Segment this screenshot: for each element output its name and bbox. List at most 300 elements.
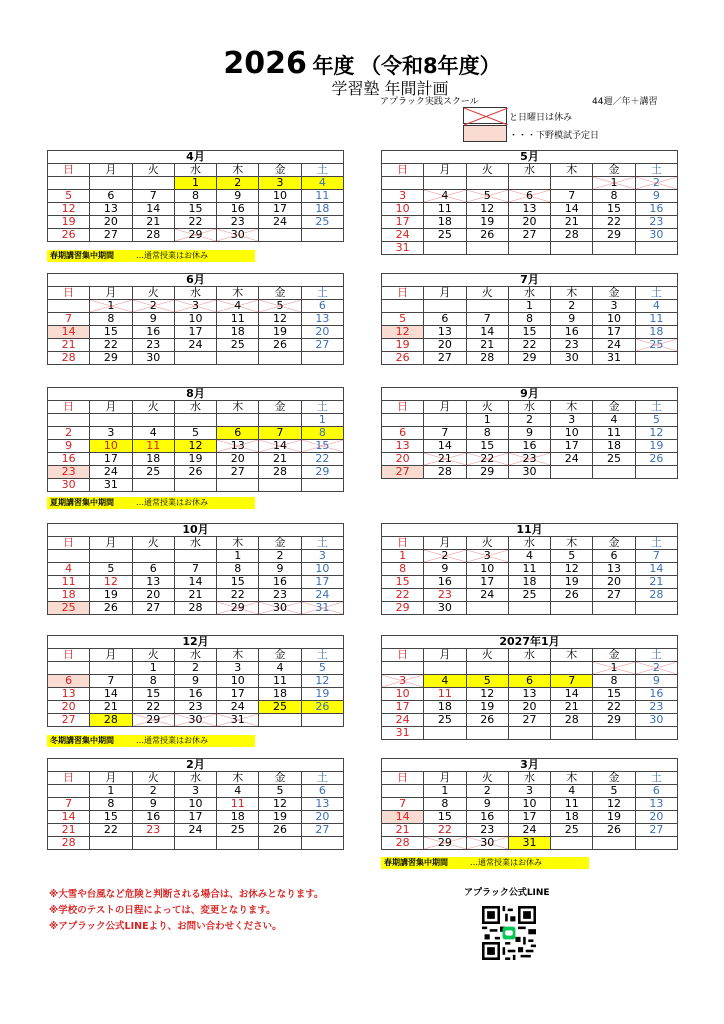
day-cell — [635, 466, 677, 479]
day-cell: 16 — [635, 688, 677, 701]
day-cell: 3 — [508, 785, 550, 798]
day-cell: 27 — [48, 714, 90, 727]
weekday-header: 水 — [508, 772, 550, 785]
note-line: ※アプラック公式LINEより、お問い合わせください。 — [49, 921, 282, 932]
month-calendar — [47, 150, 344, 242]
weekday-header: 金 — [593, 164, 635, 177]
day-cell: 28 — [132, 229, 174, 242]
day-cell: 6 — [48, 675, 90, 688]
day-cell: 1 — [593, 177, 635, 190]
day-cell: 22 — [217, 589, 259, 602]
day-cell: 8 — [466, 427, 508, 440]
day-cell: 30 — [551, 352, 593, 365]
day-cell: 23 — [132, 824, 174, 837]
day-cell: 27 — [301, 339, 343, 352]
day-cell — [259, 837, 301, 850]
day-cell: 29 — [301, 466, 343, 479]
day-cell: 19 — [593, 811, 635, 824]
day-cell: 17 — [90, 453, 132, 466]
day-cell: 19 — [259, 811, 301, 824]
day-cell — [259, 414, 301, 427]
day-cell — [551, 662, 593, 675]
weekday-header: 土 — [301, 772, 343, 785]
day-cell: 10 — [217, 675, 259, 688]
day-cell — [90, 837, 132, 850]
day-cell: 16 — [217, 203, 259, 216]
day-cell: 3 — [217, 662, 259, 675]
day-cell: 25 — [48, 602, 90, 615]
day-cell: 20 — [635, 811, 677, 824]
day-cell — [217, 414, 259, 427]
weekday-header: 金 — [593, 772, 635, 785]
day-cell: 20 — [217, 453, 259, 466]
day-cell: 24 — [301, 589, 343, 602]
day-cell: 6 — [301, 300, 343, 313]
day-cell: 19 — [301, 688, 343, 701]
day-cell — [466, 662, 508, 675]
day-cell: 22 — [466, 453, 508, 466]
day-cell: 17 — [174, 811, 216, 824]
weekday-header: 金 — [259, 649, 301, 662]
day-cell: 21 — [424, 453, 466, 466]
day-cell: 29 — [593, 714, 635, 727]
day-cell: 5 — [259, 300, 301, 313]
day-cell: 13 — [217, 440, 259, 453]
day-cell: 19 — [259, 326, 301, 339]
day-cell: 14 — [551, 688, 593, 701]
day-cell: 5 — [593, 785, 635, 798]
day-cell: 2 — [174, 662, 216, 675]
day-cell: 28 — [259, 466, 301, 479]
day-cell: 5 — [466, 190, 508, 203]
day-cell: 14 — [424, 440, 466, 453]
weekday-header: 水 — [174, 164, 216, 177]
day-cell: 21 — [90, 701, 132, 714]
day-cell: 6 — [217, 427, 259, 440]
day-cell: 28 — [382, 837, 424, 850]
day-cell — [551, 242, 593, 255]
weekday-header: 火 — [132, 537, 174, 550]
day-cell — [174, 479, 216, 492]
day-cell: 8 — [382, 563, 424, 576]
day-cell: 18 — [508, 576, 550, 589]
spring-period-banner: 春期講習集中期間 …通常授業はお休み — [47, 250, 255, 262]
day-cell: 13 — [132, 576, 174, 589]
day-cell — [424, 177, 466, 190]
day-cell: 19 — [466, 701, 508, 714]
month-title: 5月 — [382, 151, 678, 164]
day-cell: 14 — [259, 440, 301, 453]
month-calendar — [381, 523, 678, 615]
month-title: 4月 — [48, 151, 344, 164]
day-cell: 31 — [90, 479, 132, 492]
day-cell — [174, 414, 216, 427]
day-cell: 12 — [259, 313, 301, 326]
day-cell: 2 — [551, 300, 593, 313]
day-cell: 18 — [424, 701, 466, 714]
day-cell — [301, 479, 343, 492]
day-cell: 18 — [259, 688, 301, 701]
day-cell — [90, 414, 132, 427]
day-cell: 26 — [635, 453, 677, 466]
weekday-header: 火 — [466, 537, 508, 550]
day-cell: 2 — [259, 550, 301, 563]
month-title: 12月 — [48, 636, 344, 649]
day-cell: 15 — [424, 811, 466, 824]
day-cell: 9 — [508, 427, 550, 440]
day-cell: 3 — [466, 550, 508, 563]
day-cell — [635, 837, 677, 850]
day-cell: 16 — [466, 811, 508, 824]
weekday-header: 火 — [466, 287, 508, 300]
day-cell: 20 — [424, 339, 466, 352]
day-cell: 4 — [508, 550, 550, 563]
day-cell: 17 — [593, 326, 635, 339]
day-cell — [174, 352, 216, 365]
day-cell: 12 — [382, 326, 424, 339]
day-cell: 14 — [90, 688, 132, 701]
day-cell: 13 — [424, 326, 466, 339]
month-calendar — [47, 758, 344, 850]
day-cell: 4 — [217, 785, 259, 798]
day-cell: 3 — [301, 550, 343, 563]
day-cell: 6 — [90, 190, 132, 203]
weekday-header: 日 — [48, 772, 90, 785]
weekday-header: 日 — [382, 649, 424, 662]
weekday-header: 木 — [217, 401, 259, 414]
day-cell: 16 — [132, 326, 174, 339]
day-cell — [174, 550, 216, 563]
day-cell: 30 — [635, 229, 677, 242]
day-cell: 26 — [301, 701, 343, 714]
day-cell: 31 — [593, 352, 635, 365]
day-cell: 6 — [301, 785, 343, 798]
day-cell: 19 — [466, 216, 508, 229]
day-cell — [466, 242, 508, 255]
day-cell — [551, 837, 593, 850]
day-cell — [635, 242, 677, 255]
day-cell: 10 — [382, 688, 424, 701]
day-cell: 25 — [424, 714, 466, 727]
day-cell: 26 — [382, 352, 424, 365]
weekday-header: 土 — [301, 537, 343, 550]
day-cell: 27 — [508, 229, 550, 242]
day-cell: 4 — [424, 190, 466, 203]
weekday-header: 日 — [48, 287, 90, 300]
day-cell: 13 — [593, 563, 635, 576]
day-cell — [466, 727, 508, 740]
day-cell: 16 — [174, 688, 216, 701]
day-cell — [217, 837, 259, 850]
weekday-header: 水 — [508, 649, 550, 662]
day-cell: 23 — [48, 466, 90, 479]
day-cell: 1 — [466, 414, 508, 427]
weekday-header: 水 — [174, 287, 216, 300]
day-cell: 15 — [301, 440, 343, 453]
day-cell: 3 — [90, 427, 132, 440]
line-qr-code[interactable] — [482, 906, 536, 960]
day-cell: 6 — [132, 563, 174, 576]
weekday-header: 水 — [174, 401, 216, 414]
day-cell: 18 — [593, 440, 635, 453]
day-cell — [90, 550, 132, 563]
day-cell: 4 — [132, 427, 174, 440]
day-cell — [551, 727, 593, 740]
weekday-header: 月 — [90, 164, 132, 177]
month-title: 6月 — [48, 274, 344, 287]
day-cell: 11 — [217, 313, 259, 326]
day-cell: 9 — [259, 563, 301, 576]
day-cell: 16 — [132, 811, 174, 824]
weekday-header: 水 — [508, 287, 550, 300]
day-cell: 3 — [593, 300, 635, 313]
day-cell: 30 — [174, 714, 216, 727]
spring2-period-banner: 春期講習集中期間 …通常授業はお休み — [381, 857, 589, 869]
day-cell: 2 — [635, 662, 677, 675]
day-cell: 24 — [466, 589, 508, 602]
day-cell: 7 — [635, 550, 677, 563]
day-cell: 21 — [466, 339, 508, 352]
page-subtitle: 学習塾 年間計画 — [331, 79, 449, 98]
day-cell: 5 — [48, 190, 90, 203]
day-cell: 17 — [382, 216, 424, 229]
day-cell — [635, 352, 677, 365]
day-cell: 7 — [132, 190, 174, 203]
day-cell: 27 — [217, 466, 259, 479]
day-cell: 2 — [635, 177, 677, 190]
weekday-header: 土 — [635, 287, 677, 300]
day-cell: 23 — [259, 589, 301, 602]
day-cell: 30 — [424, 602, 466, 615]
day-cell: 9 — [48, 440, 90, 453]
day-cell: 22 — [382, 589, 424, 602]
day-cell: 7 — [551, 190, 593, 203]
day-cell: 19 — [382, 339, 424, 352]
day-cell — [508, 242, 550, 255]
day-cell — [301, 229, 343, 242]
weekday-header: 水 — [174, 537, 216, 550]
day-cell: 27 — [508, 714, 550, 727]
day-cell: 1 — [508, 300, 550, 313]
day-cell — [259, 479, 301, 492]
day-cell: 11 — [301, 190, 343, 203]
day-cell: 26 — [593, 824, 635, 837]
weekday-header: 月 — [424, 649, 466, 662]
day-cell: 17 — [466, 576, 508, 589]
weekday-header: 月 — [90, 772, 132, 785]
day-cell: 21 — [132, 216, 174, 229]
school-name: アプラック実践スクール — [380, 97, 479, 107]
day-cell: 1 — [301, 414, 343, 427]
day-cell — [593, 837, 635, 850]
day-cell: 16 — [635, 203, 677, 216]
day-cell: 2 — [132, 300, 174, 313]
day-cell: 8 — [174, 190, 216, 203]
day-cell: 21 — [551, 216, 593, 229]
day-cell: 31 — [301, 602, 343, 615]
day-cell: 14 — [466, 326, 508, 339]
day-cell: 9 — [132, 313, 174, 326]
day-cell: 12 — [635, 427, 677, 440]
weekday-header: 土 — [301, 287, 343, 300]
day-cell — [259, 229, 301, 242]
day-cell: 18 — [551, 811, 593, 824]
day-cell: 15 — [508, 326, 550, 339]
day-cell: 24 — [382, 229, 424, 242]
day-cell: 29 — [90, 352, 132, 365]
day-cell: 12 — [466, 203, 508, 216]
day-cell — [424, 727, 466, 740]
day-cell: 5 — [551, 550, 593, 563]
day-cell: 22 — [593, 701, 635, 714]
day-cell: 7 — [174, 563, 216, 576]
day-cell: 5 — [259, 785, 301, 798]
day-cell: 12 — [551, 563, 593, 576]
day-cell — [90, 177, 132, 190]
day-cell — [132, 479, 174, 492]
day-cell — [466, 177, 508, 190]
day-cell — [132, 837, 174, 850]
cross-mark-icon — [463, 107, 507, 124]
day-cell: 29 — [466, 466, 508, 479]
weekday-header: 水 — [508, 537, 550, 550]
month-calendar — [381, 387, 678, 479]
day-cell: 21 — [259, 453, 301, 466]
day-cell: 13 — [301, 313, 343, 326]
day-cell: 12 — [301, 675, 343, 688]
weekday-header: 土 — [635, 401, 677, 414]
weekday-header: 水 — [174, 772, 216, 785]
day-cell: 5 — [466, 675, 508, 688]
day-cell — [48, 414, 90, 427]
day-cell: 5 — [635, 414, 677, 427]
day-cell: 31 — [508, 837, 550, 850]
day-cell: 27 — [301, 824, 343, 837]
day-cell — [301, 714, 343, 727]
day-cell: 4 — [551, 785, 593, 798]
day-cell: 30 — [48, 479, 90, 492]
weekday-header: 土 — [301, 164, 343, 177]
weekday-header: 火 — [466, 401, 508, 414]
day-cell: 4 — [259, 662, 301, 675]
day-cell: 14 — [174, 576, 216, 589]
day-cell: 8 — [301, 427, 343, 440]
day-cell: 13 — [508, 688, 550, 701]
weekday-header: 金 — [593, 287, 635, 300]
day-cell: 28 — [551, 714, 593, 727]
day-cell: 13 — [48, 688, 90, 701]
weekday-header: 土 — [635, 772, 677, 785]
day-cell: 13 — [382, 440, 424, 453]
day-cell: 20 — [301, 326, 343, 339]
day-cell: 20 — [508, 701, 550, 714]
day-cell: 30 — [217, 229, 259, 242]
weekday-header: 金 — [259, 287, 301, 300]
day-cell: 27 — [90, 229, 132, 242]
weekday-header: 木 — [551, 649, 593, 662]
day-cell: 22 — [593, 216, 635, 229]
weekday-header: 日 — [48, 537, 90, 550]
day-cell — [48, 300, 90, 313]
weekday-header: 木 — [217, 649, 259, 662]
day-cell: 30 — [635, 714, 677, 727]
day-cell: 31 — [382, 727, 424, 740]
day-cell: 3 — [382, 675, 424, 688]
day-cell: 11 — [424, 203, 466, 216]
day-cell — [593, 602, 635, 615]
day-cell: 10 — [551, 427, 593, 440]
day-cell: 20 — [593, 576, 635, 589]
weekday-header: 日 — [382, 772, 424, 785]
weekday-header: 木 — [551, 537, 593, 550]
summer-period-banner: 夏期講習集中期間 …通常授業はお休み — [47, 497, 255, 509]
day-cell: 17 — [174, 326, 216, 339]
day-cell: 26 — [48, 229, 90, 242]
day-cell: 29 — [174, 229, 216, 242]
day-cell: 18 — [217, 326, 259, 339]
weekday-header: 火 — [132, 772, 174, 785]
day-cell: 1 — [424, 785, 466, 798]
day-cell: 25 — [217, 339, 259, 352]
note-line: ※大雪や台風など危険と判断される場合は、お休みとなります。 — [49, 889, 324, 900]
day-cell: 14 — [132, 203, 174, 216]
day-cell: 20 — [382, 453, 424, 466]
day-cell: 26 — [259, 824, 301, 837]
day-cell: 1 — [174, 177, 216, 190]
day-cell: 30 — [132, 352, 174, 365]
day-cell: 5 — [382, 313, 424, 326]
day-cell: 24 — [382, 714, 424, 727]
day-cell: 18 — [301, 203, 343, 216]
weekday-header: 木 — [551, 164, 593, 177]
day-cell: 6 — [635, 785, 677, 798]
day-cell: 25 — [508, 589, 550, 602]
weekday-header: 水 — [174, 649, 216, 662]
month-title: 8月 — [48, 388, 344, 401]
day-cell: 1 — [382, 550, 424, 563]
month-calendar — [381, 150, 678, 255]
weekday-header: 日 — [382, 537, 424, 550]
day-cell: 9 — [466, 798, 508, 811]
day-cell: 4 — [635, 300, 677, 313]
notes — [49, 887, 323, 935]
day-cell: 23 — [635, 701, 677, 714]
day-cell: 6 — [508, 675, 550, 688]
day-cell: 28 — [48, 352, 90, 365]
day-cell: 13 — [301, 798, 343, 811]
day-cell: 13 — [508, 203, 550, 216]
month-title: 11月 — [382, 524, 678, 537]
day-cell: 19 — [551, 576, 593, 589]
day-cell: 3 — [382, 190, 424, 203]
day-cell: 15 — [217, 576, 259, 589]
day-cell — [382, 177, 424, 190]
day-cell: 27 — [593, 589, 635, 602]
day-cell: 1 — [90, 300, 132, 313]
weekday-header: 金 — [259, 772, 301, 785]
day-cell: 6 — [382, 427, 424, 440]
weekday-header: 日 — [382, 287, 424, 300]
day-cell: 28 — [551, 229, 593, 242]
day-cell: 20 — [48, 701, 90, 714]
day-cell: 26 — [259, 339, 301, 352]
day-cell: 9 — [635, 190, 677, 203]
page-title: 2026 年度 （令和8年度） — [223, 46, 501, 81]
weekday-header: 火 — [466, 649, 508, 662]
day-cell: 25 — [259, 701, 301, 714]
day-cell: 15 — [382, 576, 424, 589]
day-cell — [48, 785, 90, 798]
